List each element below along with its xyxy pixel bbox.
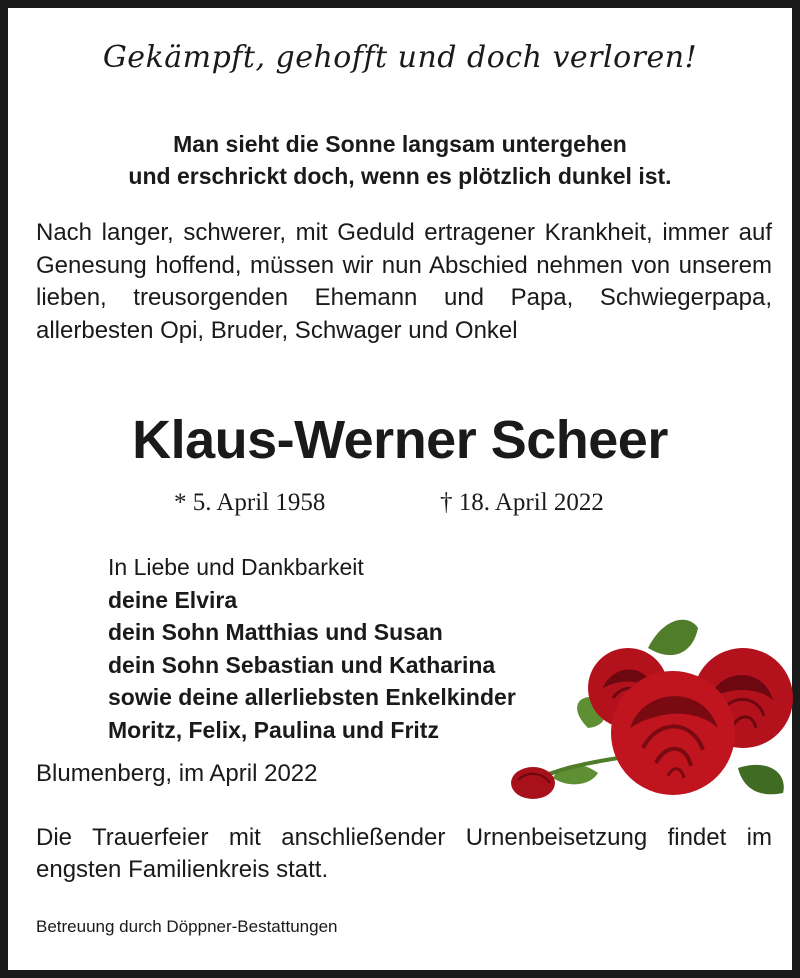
deceased-name: Klaus-Werner Scheer	[132, 410, 668, 470]
rose	[611, 671, 735, 795]
intro-text: Nach langer, schwerer, mit Geduld ertragener Krankheit, immer auf Genesung hoffend, müssen wir nun Abschied nehmen von unserem lieben, treusorgenden Ehemann und Papa, Schwiegerpapa, allerbesten Opi, Bruder, Schwager und Onkel	[36, 219, 772, 344]
birth-date: * 5. April 1958	[174, 489, 326, 516]
mourner-line: dein Sohn Matthias und Susan	[108, 619, 443, 645]
rose-bud	[511, 767, 555, 799]
motto: Gekämpft, gehofft und doch verloren!	[102, 40, 698, 75]
mourners-block	[108, 551, 516, 746]
quote-line: und erschrickt doch, wenn es plötzlich dunkel ist.	[128, 163, 672, 189]
funeral-note: Die Trauerfeier mit anschließender Urnenbeisetzung findet im engsten Familienkreis statt.	[36, 824, 772, 883]
leaf	[648, 620, 698, 655]
mourners-intro: In Liebe und Dankbarkeit	[108, 554, 364, 580]
mourner-line: deine Elvira	[108, 586, 238, 613]
leaf	[738, 765, 784, 794]
mourner-line: Moritz, Felix, Paulina und Fritz	[108, 716, 439, 743]
obituary-notice	[8, 8, 792, 970]
place-date: Blumenberg, im April 2022	[36, 760, 318, 787]
quote	[8, 128, 792, 192]
mourner-line: dein Sohn Sebastian und Katharina	[108, 651, 496, 678]
footer-credit: Betreuung durch Döppner-Bestattungen	[36, 917, 338, 936]
quote-line: Man sieht die Sonne langsam untergehen	[173, 131, 627, 157]
mourner-line: sowie deine allerliebsten Enkelkinder	[108, 684, 516, 710]
roses-illustration	[498, 598, 798, 813]
death-date: † 18. April 2022	[440, 489, 604, 516]
